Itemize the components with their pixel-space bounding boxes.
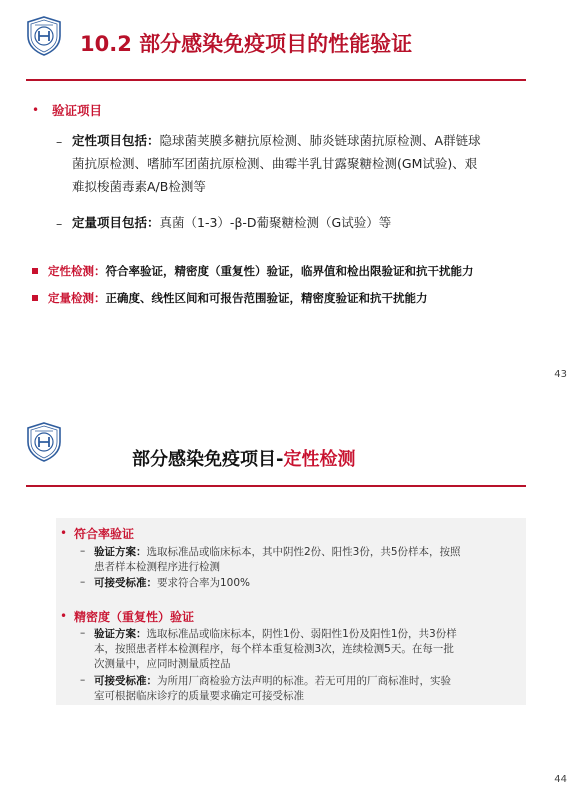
dash-icon: – xyxy=(80,627,86,639)
point-label: 定性检测： xyxy=(48,264,106,278)
criteria-line: 要求符合率为100% xyxy=(157,577,251,589)
qualitative-line-3: 难拟梭菌毒素A/B检测等 xyxy=(72,179,206,194)
plan-line: 选取标准品或临床标本，阴性1份、弱阳性1份及阳性1份，共3份样 xyxy=(146,628,457,640)
plan-line: 本，按照患者样本检测程序，每个样本重复检测3次，连续检测5天。在每一批 xyxy=(94,643,454,655)
title-rule xyxy=(26,79,526,81)
agreement-criteria xyxy=(94,576,514,591)
quantitative-label: 定量项目包括： xyxy=(72,215,160,230)
section-heading: 符合率验证 xyxy=(74,527,135,541)
university-seal-icon xyxy=(26,422,62,462)
section-heading: 精密度（重复性）验证 xyxy=(74,610,195,624)
criteria-label: 可接受标准： xyxy=(94,577,157,589)
qualitative-label: 定性项目包括： xyxy=(72,133,160,148)
bullet-icon: • xyxy=(32,103,40,117)
point-text: 符合率验证，精密度（重复性）验证，临界值和检出限验证和抗干扰能力 xyxy=(105,264,474,278)
criteria-line: 为所用厂商检验方法声明的标准。若无可用的厂商标准时，实验 xyxy=(157,675,451,687)
title-highlight: 定性检测 xyxy=(283,449,356,470)
quantitative-items xyxy=(72,211,542,234)
dash-icon: – xyxy=(80,576,86,588)
slide-44 xyxy=(0,400,587,798)
qualitative-items xyxy=(72,129,542,198)
dash-icon: – xyxy=(56,134,63,149)
dash-icon: – xyxy=(80,545,86,557)
page-title xyxy=(132,445,355,471)
plan-label: 验证方案： xyxy=(94,546,147,558)
plan-label: 验证方案： xyxy=(94,628,147,640)
page-title: 10.2 部分感染免疫项目的性能验证 xyxy=(80,32,413,56)
page-number: 44 xyxy=(554,774,567,785)
plan-line: 患者样本检测程序进行检测 xyxy=(94,561,220,573)
precision-criteria xyxy=(94,674,514,704)
criteria-label: 可接受标准： xyxy=(94,675,157,687)
dash-icon: – xyxy=(56,216,63,231)
slide-43 xyxy=(0,0,587,396)
point-text: 正确度、线性区间和可报告范围验证，精密度验证和抗干扰能力 xyxy=(105,291,428,305)
plan-line: 选取标准品或临床标本，其中阴性2份、阳性3份，共5份样本，按照 xyxy=(146,546,461,558)
university-seal-icon xyxy=(26,16,62,56)
point-quantitative xyxy=(48,287,568,310)
bullet-icon: • xyxy=(60,609,68,623)
precision-plan xyxy=(94,627,514,672)
dash-icon: – xyxy=(80,674,86,686)
plan-line: 次测量中，应同时测量质控品 xyxy=(94,658,231,670)
square-bullet-icon xyxy=(32,268,38,274)
criteria-line: 室可根据临床诊疗的质量要求确定可接受标准 xyxy=(94,690,304,702)
bullet-icon: • xyxy=(60,526,68,540)
square-bullet-icon xyxy=(32,295,38,301)
qualitative-line-2: 菌抗原检测、嗜肺军团菌抗原检测、曲霉半乳甘露聚糖检测(GM试验)、艰 xyxy=(72,156,478,171)
title-prefix: 部分感染免疫项目- xyxy=(132,449,284,470)
quantitative-line-1: 真菌（1-3）-β-D葡聚糖检测（G试验）等 xyxy=(159,215,392,230)
point-qualitative xyxy=(48,260,568,283)
title-rule xyxy=(26,485,526,487)
page-number: 43 xyxy=(554,369,567,380)
agreement-plan xyxy=(94,545,514,575)
qualitative-line-1: 隐球菌荚膜多糖抗原检测、肺炎链球菌抗原检测、A群链球 xyxy=(159,133,481,148)
section-heading: 验证项目 xyxy=(52,103,103,118)
point-label: 定量检测： xyxy=(48,291,106,305)
